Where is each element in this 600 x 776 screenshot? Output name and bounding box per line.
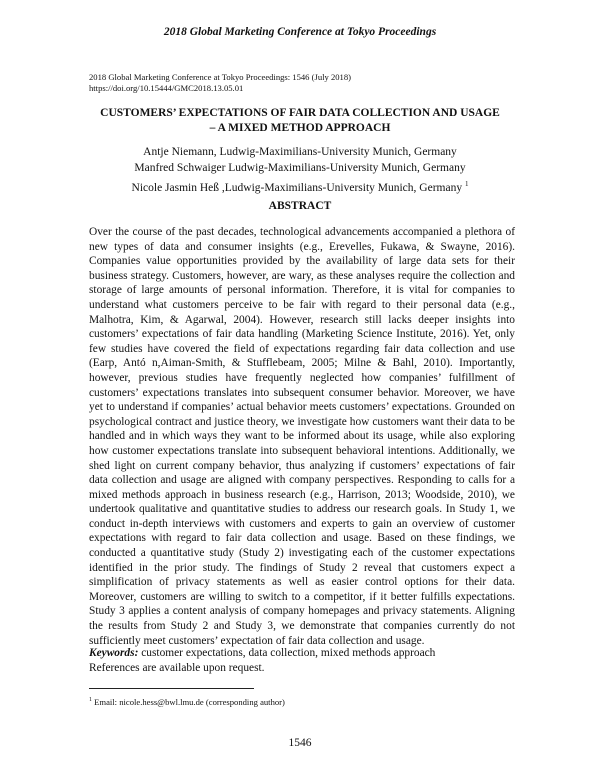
title-line-2: – A MIXED METHOD APPROACH: [209, 122, 391, 134]
citation-block: [89, 72, 509, 94]
abstract-text: Over the course of the past decades, technological advancements accompanied a plethora of new types of data and consumer insights (e.g., Erevelles, Fukawa, & Swayne, 2016). Companies value opportunities provided by the availability of large data sets for their business strategy. Customers, however, are wary, as these analyses require the collection and storage of large amounts of personal information. Therefore, it is vital for companies to understand what customers perceive to be fair with regard to their personal data (e.g., Malhotra, Kim, & Agarwal, 2004). However, research still lacks deeper insights into customers’ expectations of fair data handling (Marketing Science Institute, 2016). Yet, only few studies have covered the field of expectations regarding fair data collection and use (Earp, Antó n,Aiman-Smith, & Stufflebeam, 2005; Milne & Bahl, 2010). Importantly, however, previous studies have frequently neglected how companies’ fulfillment of customers’ expectations translates into subsequent consumer behavior. Moreover, we have yet to understand if companies’ actual behavior meets customers’ expectations. Grounded on psychological contract and justice theory, we investigate how customers want their data to be handled and in which ways they want to be informed about its usage, while also exploring how customer expectations translate into subsequent behavioral intentions. Additionally, we shed light on current company behavior, thus analyzing if customers’ expectations of fair data collection and usage are aligned with company perspectives. Responding to calls for a mixed methods approach in business research (e.g., Harrison, 2013; Woodside, 2010), we undertook qualitative and quantitative studies to address our research goals. In Study 1, we conduct in-depth interviews with customers and experts to gain an overview of customer expectations with regard to fair data collection and usage. Based on these findings, we conducted a quantitative study (Study 2) investigating each of the customer expectations identified in the prior study. The findings of Study 2 reveal that customers expect a simplification of privacy statements as well as easier control options for their data. Moreover, customers are willing to switch to a competitor, if it better fulfills expectations. Study 3 applies a content analysis of company homepages and privacy statements. Aligning the results from Study 2 and Study 3, we demonstrate that companies currently do not sufficiently meet customers’ expectation of fair data collection and usage.: [89, 226, 515, 647]
keywords-value: customer expectations, data collection, mixed methods approach: [141, 647, 436, 659]
title-line-1: CUSTOMERS’ EXPECTATIONS OF FAIR DATA COLLECTION AND USAGE: [100, 107, 500, 119]
author-footnote-mark: 1: [464, 180, 469, 188]
citation-line: 2018 Global Marketing Conference at Tokyo Proceedings: 1546 (July 2018): [89, 72, 352, 82]
abstract-heading: ABSTRACT: [268, 200, 332, 212]
author-2: Manfred Schwaiger Ludwig-Maximilians-University Munich, Germany: [134, 162, 466, 174]
footnote-mark: 1: [89, 697, 92, 703]
running-header: 2018 Global Marketing Conference at Tokyo Proceedings: [163, 26, 437, 38]
footnote-email[interactable]: Email: nicole.hess@bwl.lmu.de (corresponding author): [94, 696, 285, 707]
doi-link[interactable]: https://doi.org/10.15444/GMC2018.13.05.01: [89, 83, 244, 93]
page-number: 1546: [288, 737, 312, 749]
footnote-divider: [89, 688, 254, 689]
references-note: References are available upon request.: [89, 661, 265, 674]
keywords-line: [89, 646, 519, 661]
keywords-block: [89, 646, 519, 675]
author-3-text: Nicole Jasmin Heß ,Ludwig-Maximilians-University Munich, Germany: [131, 181, 463, 194]
author-list: [60, 144, 540, 196]
footnote: [89, 695, 509, 708]
keywords-label: Keywords:: [89, 647, 139, 659]
author-1: Antje Niemann, Ludwig-Maximilians-University Munich, Germany: [143, 146, 457, 158]
paper-title: [70, 106, 530, 136]
author-3: [60, 176, 540, 196]
